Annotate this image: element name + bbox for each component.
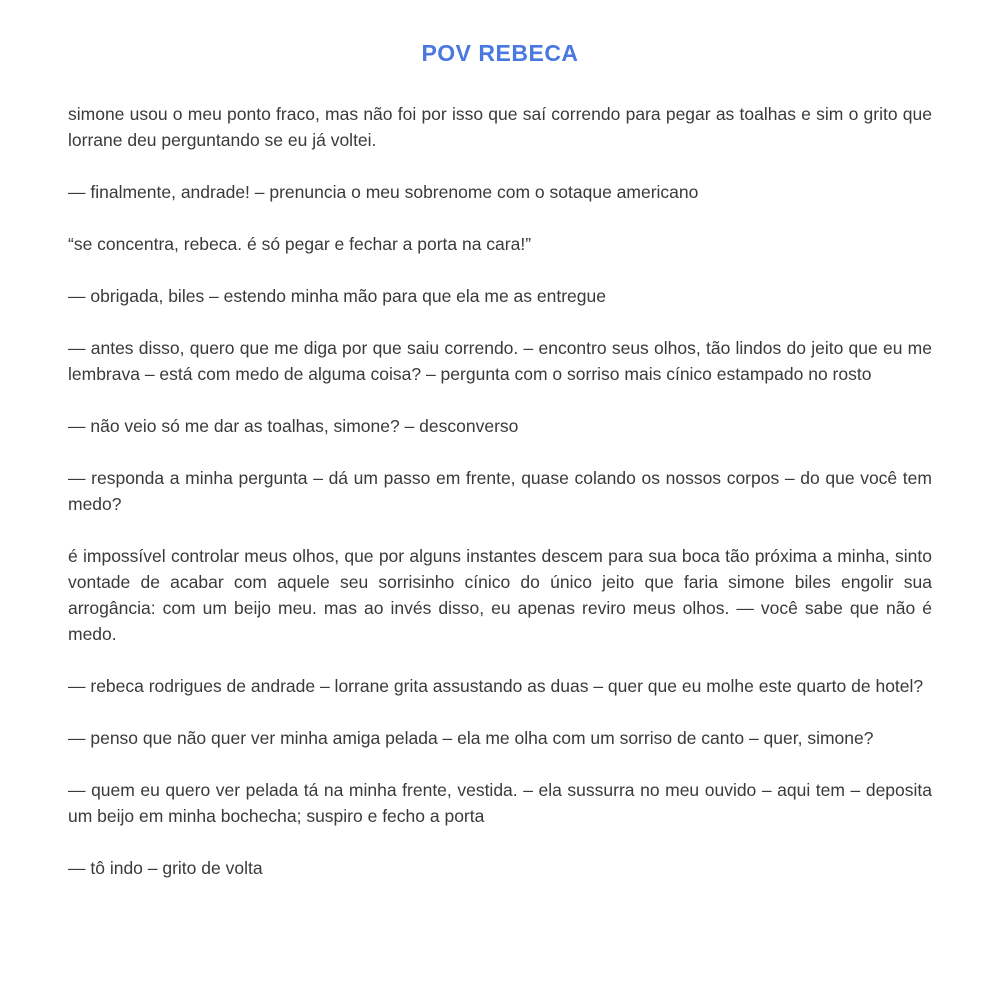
story-paragraph: — responda a minha pergunta – dá um passo em frente, quase colando os nossos corpos – do que você tem medo?: [68, 468, 932, 514]
story-paragraph: — obrigada, biles – estendo minha mão para que ela me as entregue: [68, 286, 606, 306]
story-content: [68, 101, 932, 881]
story-paragraph: — quem eu quero ver pelada tá na minha frente, vestida. – ela sussurra no meu ouvido – aqui tem – deposita um beijo em minha bochecha; suspiro e fecho a porta: [68, 780, 932, 826]
story-paragraph: — penso que não quer ver minha amiga pelada – ela me olha com um sorriso de canto – quer, simone?: [68, 728, 874, 748]
story-title: POV REBECA: [421, 40, 579, 66]
story-paragraph: é impossível controlar meus olhos, que por alguns instantes descem para sua boca tão próxima a minha, sinto vontade de acabar com aquele seu sorrisinho cínico do único jeito que faria simone biles engolir sua arrogância: com um beijo meu. mas ao invés disso, eu apenas reviro meus olhos. — você sabe que não é medo.: [68, 546, 932, 644]
story-paragraph: — não veio só me dar as toalhas, simone? – desconverso: [68, 416, 519, 436]
story-paragraph: “se concentra, rebeca. é só pegar e fechar a porta na cara!”: [68, 234, 532, 254]
story-paragraph: — tô indo – grito de volta: [68, 858, 263, 878]
story-paragraph: — antes disso, quero que me diga por que saiu correndo. – encontro seus olhos, tão lindos do jeito que eu me lembrava – está com medo de alguma coisa? – pergunta com o sorriso mais cínico estampado no rosto: [68, 338, 932, 384]
story-paragraph: simone usou o meu ponto fraco, mas não foi por isso que saí correndo para pegar as toalhas e sim o grito que lorrane deu perguntando se eu já voltei.: [68, 104, 932, 150]
story-paragraph: — finalmente, andrade! – prenuncia o meu sobrenome com o sotaque americano: [68, 182, 699, 202]
story-paragraph: — rebeca rodrigues de andrade – lorrane grita assustando as duas – quer que eu molhe este quarto de hotel?: [68, 676, 924, 696]
